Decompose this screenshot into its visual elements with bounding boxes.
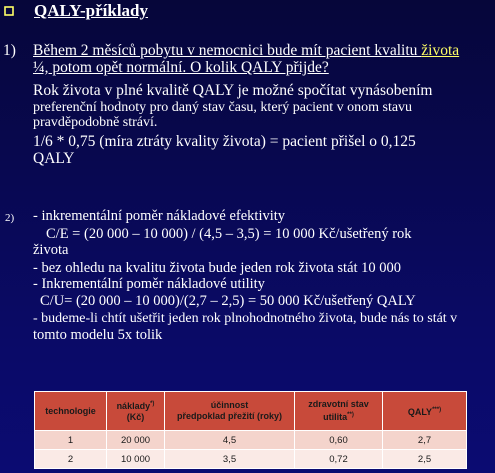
- table-header-row: [35, 392, 467, 431]
- q1-question-highlight: života: [421, 42, 460, 59]
- cell-effectiveness: 4,5: [165, 431, 295, 450]
- header-effectiveness: účinnost předpoklad přežití (roky): [165, 392, 295, 431]
- q2-number: 2): [5, 212, 15, 224]
- cell-cost: 20 000: [107, 431, 165, 450]
- q1-question-text: Během 2 měsíců pobytu v nemocnici bude mít pacient kvalitu: [33, 42, 422, 59]
- q2-line3: života: [33, 242, 69, 258]
- technology-table: [34, 391, 467, 469]
- cell-technology: 2: [35, 450, 107, 469]
- q2-line6: C/U= (20 000 – 10 000)/(2,7 – 2,5) = 50 000 Kč/ušetřený QALY: [40, 293, 416, 309]
- header-utility: zdravotní stav utilita**): [295, 392, 383, 431]
- cell-effectiveness: 3,5: [165, 450, 295, 469]
- q1-calc-line1: 1/6 * 0,75 (míra ztráty kvality života) = pacient přišel o 0,125: [33, 133, 416, 150]
- q1-explanation-line1: Rok života v plné kvalitě QALY je možné spočítat vynásobením: [33, 82, 433, 99]
- q2-line5: - Inkrementální poměr nákladové utility: [33, 276, 265, 292]
- q1-question-line1: [33, 42, 459, 59]
- square-bullet-icon: [4, 6, 14, 16]
- q2-line8: tomto modelu 5x tolik: [33, 327, 163, 343]
- q2-line4: - bez ohledu na kvalitu života bude jeden rok života stát 10 000: [33, 260, 402, 276]
- q1-question-line2: ¼, potom opět normální. O kolik QALY přijde?: [33, 59, 329, 76]
- cell-utility: 0,60: [295, 431, 383, 450]
- q1-number: 1): [3, 42, 16, 59]
- q2-line2: C/E = (20 000 – 10 000) / (4,5 – 3,5) = 10 000 Kč/ušetřený rok: [46, 226, 412, 242]
- q1-explanation-line3: pravděpodobně stráví.: [33, 115, 158, 130]
- header-costs: náklady*) (Kč): [107, 392, 165, 431]
- header-technology: technologie: [35, 392, 107, 431]
- slide-title: QALY-příklady: [34, 1, 149, 20]
- header-qaly: QALY***): [383, 392, 467, 431]
- cell-cost: 10 000: [107, 450, 165, 469]
- cell-technology: 1: [35, 431, 107, 450]
- table-row: [35, 431, 467, 450]
- q1-explanation-line2: preferenční hodnoty pro daný stav času, který pacient v onom stavu: [33, 100, 413, 115]
- q2-line1: - inkrementální poměr nákladové efektivity: [33, 208, 286, 224]
- cell-qaly: 2,7: [383, 431, 467, 450]
- cell-utility: 0,72: [295, 450, 383, 469]
- cell-qaly: 2,5: [383, 450, 467, 469]
- q2-line7: - budeme-li chtít ušetřit jeden rok plnohodnotného života, bude nás to stát v: [33, 311, 458, 326]
- q1-calc-line2: QALY: [33, 150, 75, 167]
- table-row: [35, 450, 467, 469]
